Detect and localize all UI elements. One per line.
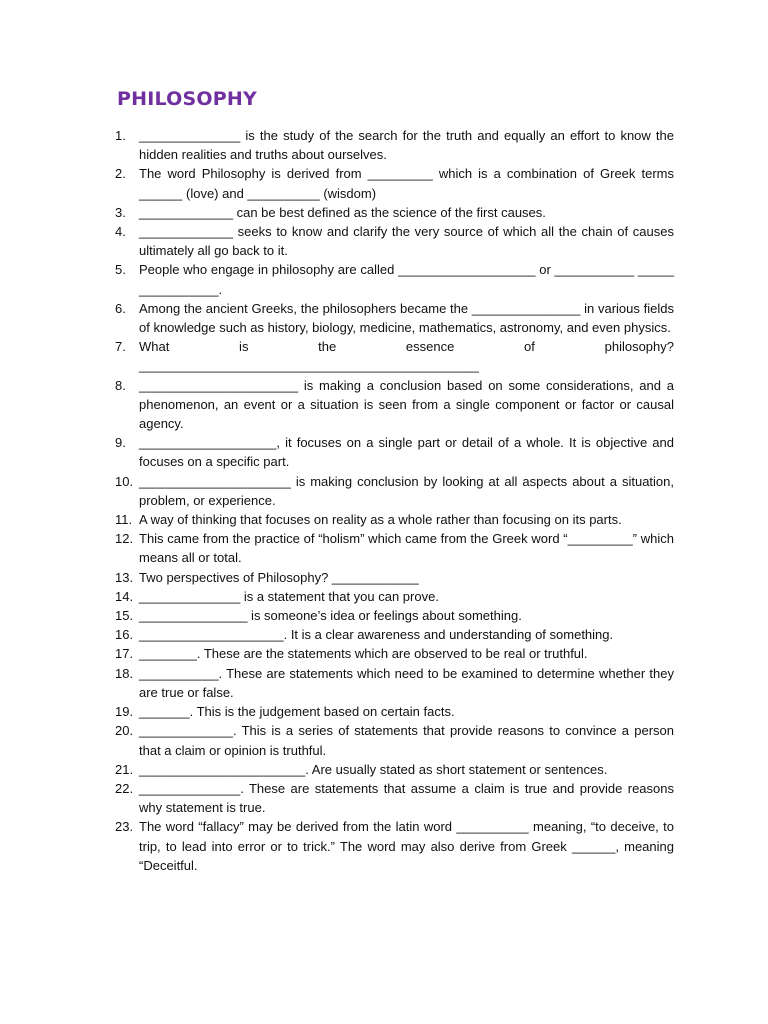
question-text: ______________________ is making a conclusion based on some considerations, and a phenomenon, an event or a situation is seen from a single component or factor or causal agency. xyxy=(139,377,674,432)
question-text: ______________ is the study of the search for the truth and equally an effort to know the hidden realities and truths about ourselves. xyxy=(139,128,674,163)
question-number: 5. xyxy=(115,262,126,278)
question-number: 13. xyxy=(115,569,134,585)
question-text: ____________________. It is a clear awareness and understanding of something. xyxy=(139,627,614,643)
question-number: 17. xyxy=(115,646,134,662)
page-title: PHILOSOPHY xyxy=(117,88,257,110)
question-number: 21. xyxy=(115,761,134,777)
question-item xyxy=(0,587,674,606)
question-item xyxy=(0,472,674,510)
question-number: 16. xyxy=(115,627,134,643)
question-item xyxy=(0,299,674,337)
question-item xyxy=(0,529,674,567)
question-text: This came from the practice of “holism” which came from the Greek word “_________” which means all or total. xyxy=(139,531,674,566)
question-text: A way of thinking that focuses on reality as a whole rather than focusing on its parts. xyxy=(139,512,622,528)
question-text: _______________ is someone’s idea or feelings about something. xyxy=(139,608,522,624)
question-item xyxy=(0,625,674,644)
question-number: 2. xyxy=(115,166,126,182)
question-text: The word “fallacy” may be derived from the latin word __________ meaning, “to deceive, to trip, to lead into error or to trick.” The word may also derive from Greek ______, meaning “Deceitful. xyxy=(139,819,674,873)
question-text: People who engage in philosophy are called ___________________ or ___________ _____ ___________. xyxy=(139,262,674,297)
question-item xyxy=(0,568,674,587)
question-number: 14. xyxy=(115,588,134,604)
question-number: 23. xyxy=(115,819,134,835)
question-item xyxy=(0,203,674,222)
question-number: 12. xyxy=(115,531,134,547)
question-number: 20. xyxy=(115,723,134,739)
question-item xyxy=(0,433,674,471)
question-item xyxy=(0,260,674,298)
question-item xyxy=(0,510,674,529)
question-item xyxy=(0,337,674,375)
question-number: 22. xyxy=(115,780,134,796)
question-item xyxy=(0,222,674,260)
question-item xyxy=(0,606,674,625)
question-text: _____________________ is making conclusion by looking at all aspects about a situation, problem, or experience. xyxy=(139,473,674,508)
question-number: 7. xyxy=(115,339,126,355)
question-item xyxy=(0,779,674,817)
question-number: 11. xyxy=(115,512,133,528)
question-item xyxy=(0,164,674,202)
question-item xyxy=(0,376,674,434)
question-text: Two perspectives of Philosophy? ____________ xyxy=(139,569,419,585)
question-text: ___________________, it focuses on a single part or detail of a whole. It is objective and focuses on a specific part. xyxy=(139,435,674,470)
question-text: ______________ is a statement that you can prove. xyxy=(139,588,439,604)
question-text: What is the essence of philosophy? _______________________________________________ xyxy=(139,339,674,374)
question-item xyxy=(0,760,674,779)
question-item xyxy=(0,126,674,164)
question-item xyxy=(0,664,674,702)
question-number: 1. xyxy=(115,128,126,143)
question-text: _____________. This is a series of statements that provide reasons to convince a person that a claim or opinion is truthful. xyxy=(139,723,674,758)
question-item xyxy=(0,702,674,721)
question-text: ______________. These are statements that assume a claim is true and provide reasons why statement is true. xyxy=(139,780,674,816)
question-number: 10. xyxy=(115,473,134,489)
question-number: 9. xyxy=(115,435,126,451)
question-text: Among the ancient Greeks, the philosophers became the _______________ in various fields of knowledge such as history, biology, medicine, mathematics, astronomy, and even physics. xyxy=(139,300,674,336)
question-number: 4. xyxy=(115,224,126,240)
question-text: ________. These are the statements which are observed to be real or truthful. xyxy=(139,646,588,662)
question-list xyxy=(0,126,768,875)
question-text: _______________________. Are usually stated as short statement or sentences. xyxy=(139,761,608,777)
question-text: ___________. These are statements which need to be examined to determine whether they are true or false. xyxy=(139,665,674,700)
question-number: 19. xyxy=(115,704,134,720)
question-number: 3. xyxy=(115,204,126,220)
question-number: 15. xyxy=(115,608,134,624)
question-text: _____________ can be best defined as the science of the first causes. xyxy=(139,204,546,220)
question-item xyxy=(0,644,674,663)
question-number: 18. xyxy=(115,665,134,681)
question-text: _____________ seeks to know and clarify the very source of which all the chain of causes ultimately all go back to it. xyxy=(139,224,674,259)
question-number: 6. xyxy=(115,300,126,316)
question-text: _______. This is the judgement based on certain facts. xyxy=(139,704,455,720)
question-text: The word Philosophy is derived from _________ which is a combination of Greek terms ______ (love) and __________ (wisdom) xyxy=(139,166,674,201)
question-item xyxy=(0,817,674,875)
question-number: 8. xyxy=(115,377,126,393)
question-item xyxy=(0,721,674,759)
